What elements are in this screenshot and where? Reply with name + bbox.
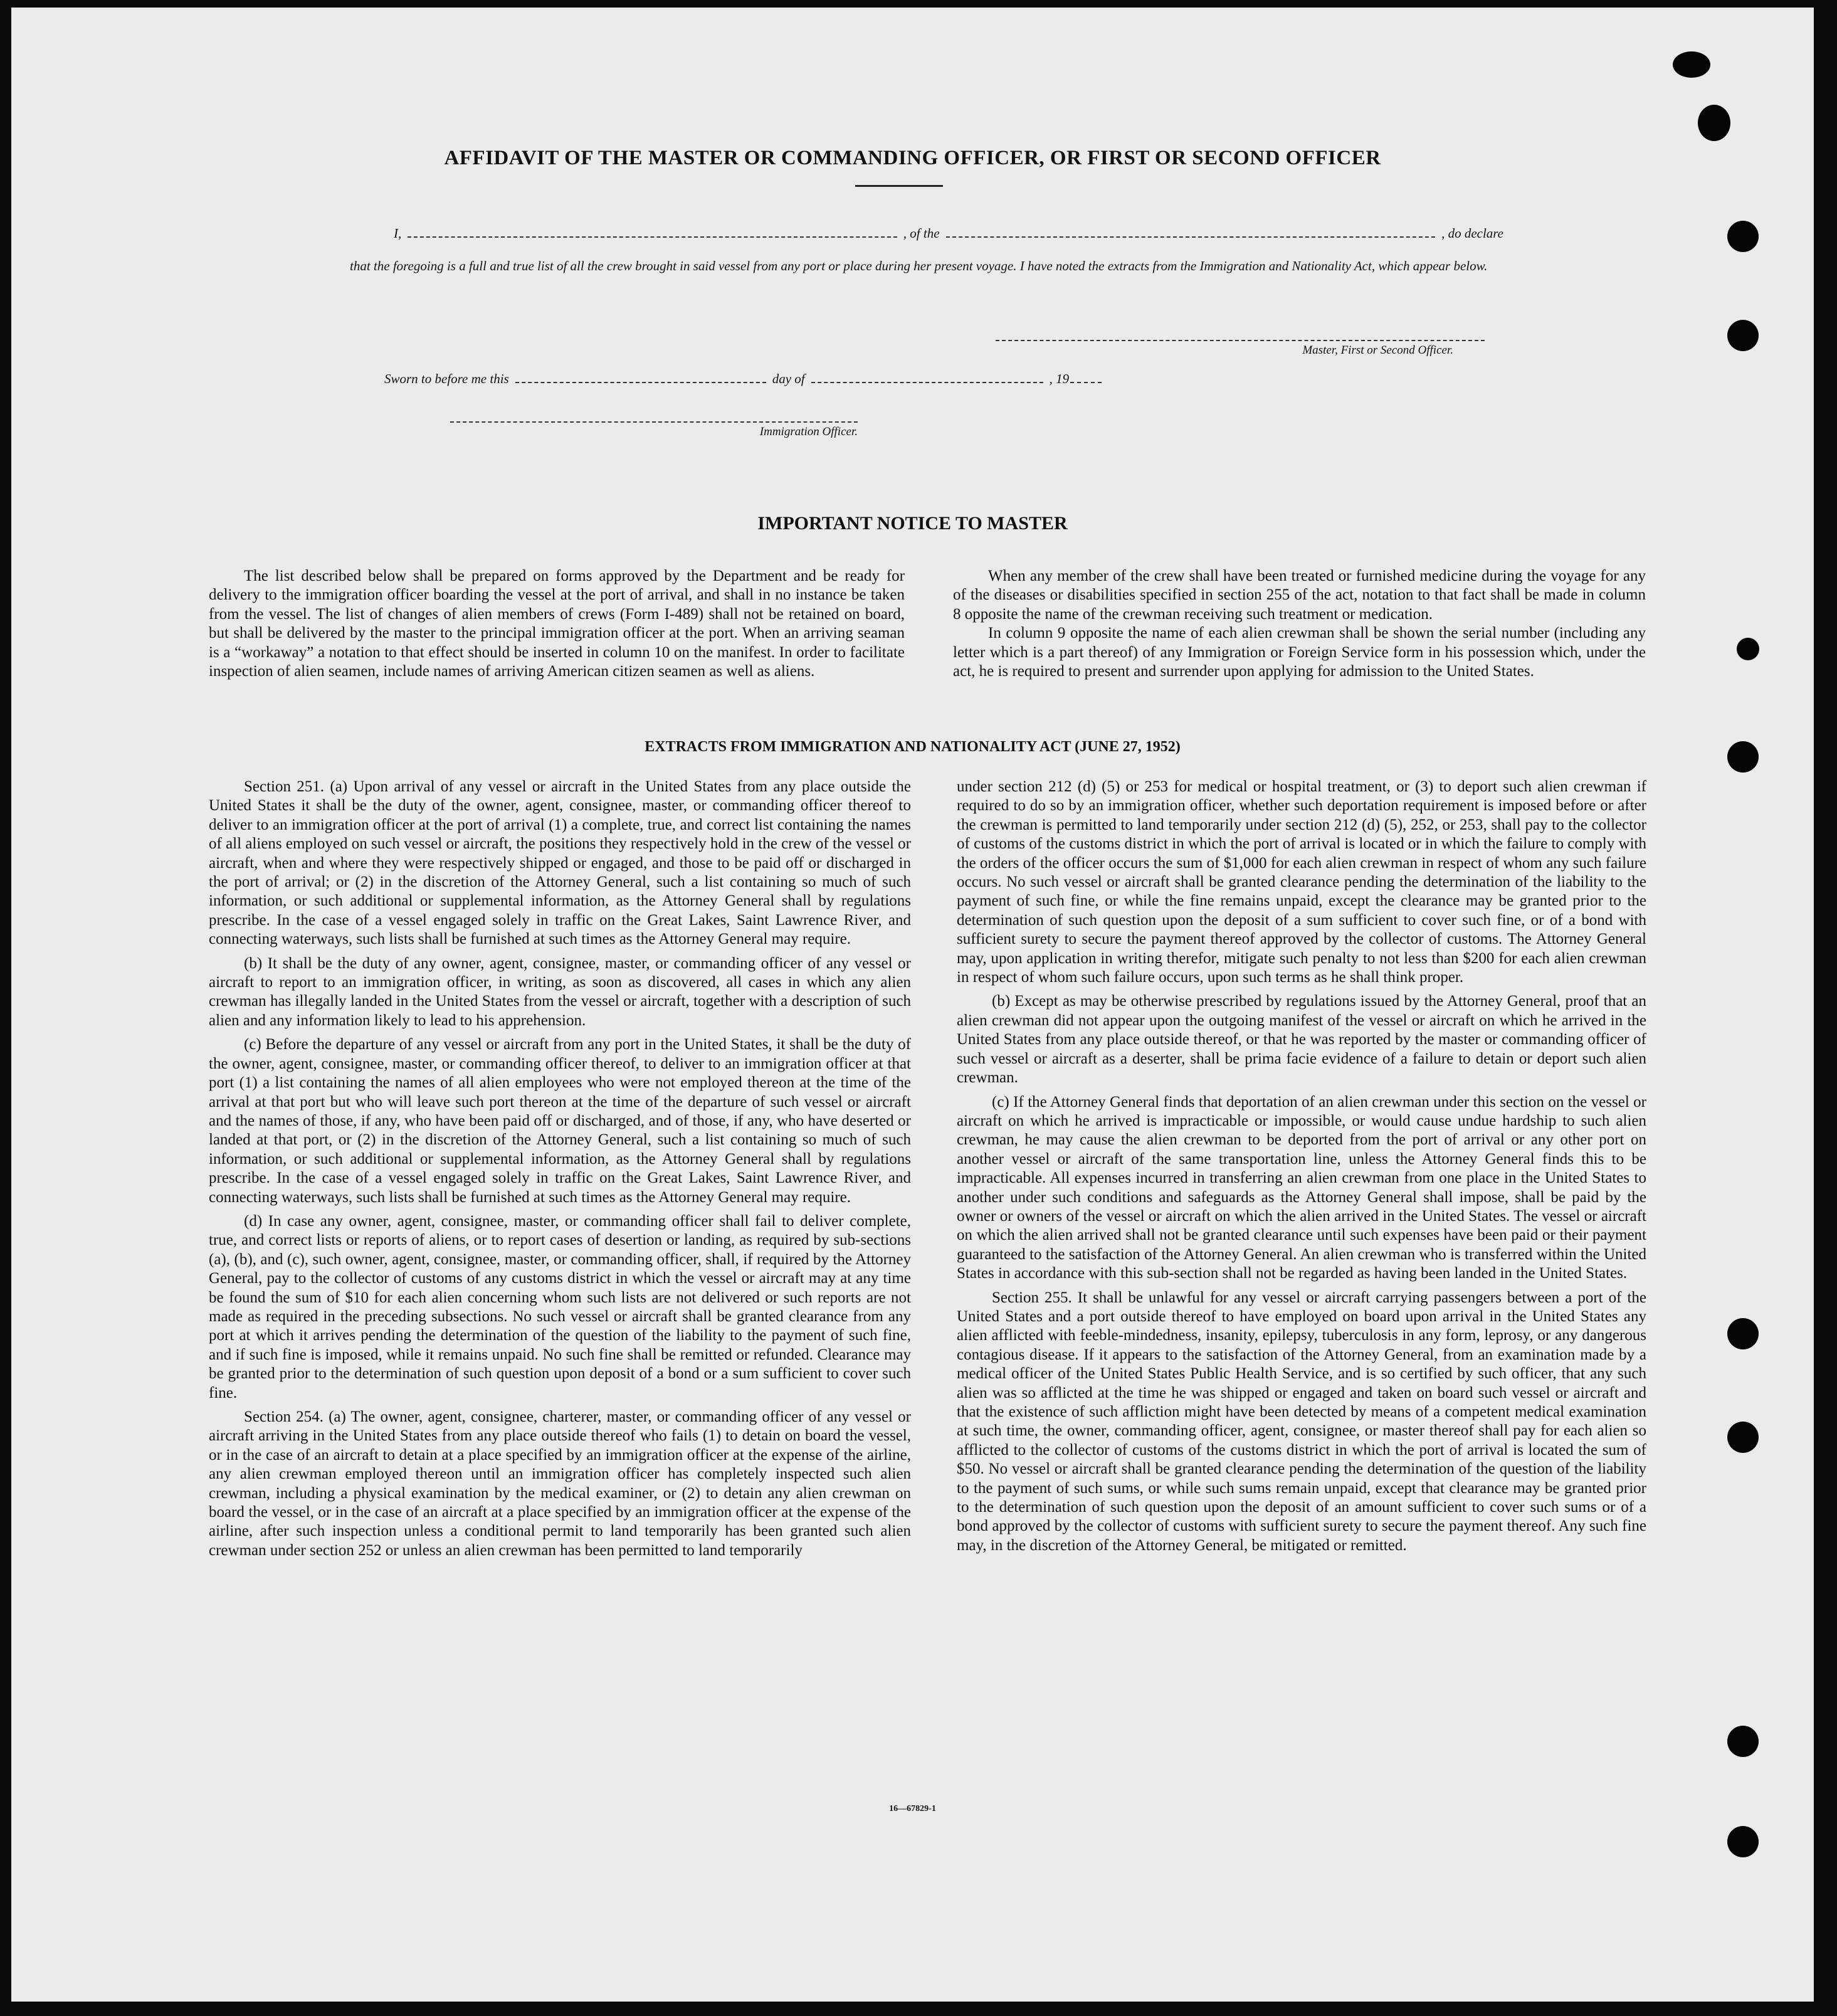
sworn-month-blank[interactable] xyxy=(811,382,1043,383)
binder-hole xyxy=(1673,51,1710,78)
title-rule xyxy=(855,185,943,187)
declaration-block xyxy=(350,226,1503,280)
binder-hole xyxy=(1727,1826,1759,1857)
form-number: 16—67829-1 xyxy=(889,1804,936,1813)
i-label: I, xyxy=(394,226,402,241)
extracts-right-column xyxy=(957,778,1646,1560)
notice-left-column xyxy=(209,567,905,686)
section-254a-continued: under section 212 (d) (5) or 253 for medical or hospital treatment, or (3) to deport such alien crewman if required to do so by an immigration officer, whether such deportation requirement is imposed before or after the crewman is permitted to land temporarily under section 212 (d) (5), 252, or 253, shall pay to the collector of customs of the customs district in which the port of arrival is located or in which the failure to comply with the orders of the officer occurs the sum of $1,000 for each alien crewman in respect of whom any such failure occurs. No such vessel or aircraft shall be granted clearance pending the determination of the liability to the payment of such fine, or while the fine remains unpaid, except the clearance may be granted prior to the determination of such question upon the deposit of a sum sufficient to cover such fine, or of a bond with sufficient surety to secure the payment thereof approved by the collector of customs. The Attorney General may, upon application in writing therefor, mitigate such penalty to not less than $200 for each alien crewman in respect of whom such failure occurs, upon such terms as he shall think proper. xyxy=(957,778,1646,986)
section-251c: (c) Before the departure of any vessel or aircraft from any port in the United States, it shall be the duty of the owner, agent, consignee, master, or commanding officer thereof, to deliver to an immigration officer at that port (1) a list containing the names of all alien employees who were not employed thereon at the time of the arrival at that port but who will leave such port thereon at the time of the departure of such vessel or aircraft and the names of those, if any, who have been paid off or discharged, and of those, if any, who have deserted or landed at that port, or (2) in the discretion of the Attorney General, such a list containing so much of such information, or such additional or supplemental information, as the Attorney General shall by regulations prescribe. In the case of a vessel engaged solely in traffic on the Great Lakes, Saint Lawrence River, and connecting waterways, such lists shall be furnished at such times as the Attorney General may require. xyxy=(209,1036,911,1206)
officer-signature xyxy=(450,409,858,439)
master-signature xyxy=(996,327,1485,357)
name-blank[interactable] xyxy=(408,236,897,238)
officer-signature-label: Immigration Officer. xyxy=(759,425,858,438)
binder-hole xyxy=(1727,1422,1759,1453)
section-251a: Section 251. (a) Upon arrival of any vessel or aircraft in the United States from any place outside the United States it shall be the duty of the owner, agent, consignee, master, or commanding officer thereof to deliver to an immigration officer at the port of arrival (1) a complete, true, and correct list containing the names of all aliens employed on such vessel or aircraft, the positions they respectively hold in the crew of the vessel or aircraft, when and where they were respectively shipped or engaged, and those to be paid off or discharged in the port of arrival; or (2) in the discretion of the Attorney General, such a list containing so much of such information, or such additional or supplemental information, as the Attorney General shall by regulations prescribe. In the case of a vessel engaged solely in traffic on the Great Lakes, Saint Lawrence River, and connecting waterways, such lists shall be furnished at such times as the Attorney General may require. xyxy=(209,778,911,948)
year-label: , 19 xyxy=(1049,371,1070,386)
master-signature-line[interactable] xyxy=(996,327,1485,341)
binder-hole xyxy=(1727,221,1759,252)
declaration-text: that the foregoing is a full and true list of all the crew brought in said vessel from any port or place during her present voyage. I have noted the extracts from the Immigration and Nationality Act, which appear below. xyxy=(350,258,1488,273)
sworn-year-blank[interactable] xyxy=(1070,382,1102,383)
master-signature-label: Master, First or Second Officer. xyxy=(1302,344,1453,357)
binder-hole xyxy=(1727,1318,1759,1349)
binder-hole xyxy=(1737,638,1759,660)
notice-heading: IMPORTANT NOTICE TO MASTER xyxy=(757,513,1068,534)
document-page xyxy=(11,8,1814,2002)
officer-signature-line[interactable] xyxy=(450,409,858,423)
notice-paragraph: When any member of the crew shall have been treated or furnished medicine during the voyage for any of the diseases or disabilities specified in section 255 of the act, notation to that fact shall be made in column 8 opposite the name of the crewman receiving such treatment or medication. xyxy=(953,567,1646,623)
section-251d: (d) In case any owner, agent, consignee, master, or commanding officer shall fail to deliver complete, true, and correct lists or reports of aliens, or to report cases of desertion or landing, as required by sub-sections (a), (b), and (c), such owner, agent, consignee, master, or commanding officer, shall, if required by the Attorney General, pay to the collector of customs of any customs district in which the vessel or aircraft may at any time be found the sum of $10 for each alien concerning whom such lists are not delivered or such reports are not made as required in the preceding subsections. No such vessel or aircraft shall be granted clearance from any port at which it arrives pending the determination of the question of the liability to the payment of such fine, and if such fine is imposed, while it remains unpaid. No such fine shall be remitted or refunded. Clearance may be granted prior to the determination of such question upon deposit of a bond or a sum sufficient to cover such fine. xyxy=(209,1212,911,1401)
section-254a: Section 254. (a) The owner, agent, consignee, charterer, master, or commanding officer of any vessel or aircraft arriving in the United States from any place outside thereof who fails (1) to detain on board the vessel, or in the case of an aircraft to detain at a place specified by an immigration officer at the expense of the airline, any alien crewman employed thereon until an immigration officer has completely inspected such alien crewman, including a physical examination by the medical examiner, or (2) to detain any alien crewman on board the vessel, or in the case of an aircraft at a place specified by an immigration officer at the expense of the airline, after such inspection unless a conditional permit to land temporarily has been granted such alien crewman under section 252 or unless an alien crewman has been permitted to land temporarily xyxy=(209,1408,911,1559)
notice-paragraph: In column 9 opposite the name of each alien crewman shall be shown the serial number (including any letter which is a part thereof) of any Immigration or Foreign Service form in his possession which, under the act, he is required to present and surrender upon applying for admission to the United States. xyxy=(953,625,1646,680)
do-declare-label: , do declare xyxy=(1441,226,1504,241)
notice-right-column xyxy=(953,567,1646,686)
sworn-block xyxy=(384,371,1199,387)
binder-hole xyxy=(1727,320,1759,351)
extracts-left-column xyxy=(209,778,911,1565)
section-254b: (b) Except as may be otherwise prescribed by regulations issued by the Attorney General, proof that an alien crewman did not appear upon the outgoing manifest of the vessel or aircraft on which he arrived in the United States from any place outside thereof, or that he was reported by the master or commanding officer of such vessel or aircraft as a deserter, shall be prima facie evidence of a failure to detain or deport such alien crewman. xyxy=(957,993,1646,1087)
of-the-label: , of the xyxy=(903,226,940,241)
affidavit-title: AFFIDAVIT OF THE MASTER OR COMMANDING OFFICER, OR FIRST OR SECOND OFFICER xyxy=(444,147,1381,169)
section-251b: (b) It shall be the duty of any owner, agent, consignee, master, or commanding officer of any vessel or aircraft to report to an immigration officer, in writing, as soon as discovered, all cases in which any alien crewman has illegally landed in the United States from the vessel or aircraft, together with a description of such alien and any information likely to lead to his apprehension. xyxy=(209,954,911,1029)
binder-hole xyxy=(1727,1726,1759,1757)
vessel-blank[interactable] xyxy=(946,236,1436,238)
section-254c: (c) If the Attorney General finds that deportation of an alien crewman under this section on the vessel or aircraft on which he arrived is impracticable or impossible, or would cause undue hardship to such alien crewman, he may cause the alien crewman to be deported from the port of arrival or any other port on another vessel or aircraft of the same transportation line, unless the Attorney General finds this to be impracticable. All expenses incurred in transferring an alien crewman from one place in the United States to another under such conditions and safeguards as the Attorney General shall impose, shall be paid by the owner or owners of the vessel or aircraft on which the alien arrived in the United States. The vessel or aircraft on which the alien arrived shall not be granted clearance until such expenses have been paid or their payment guaranteed to the satisfaction of the Attorney General. An alien crewman who is transferred within the United States in accordance with this sub-section shall not be regarded as having been landed in the United States. xyxy=(957,1093,1646,1282)
sworn-day-blank[interactable] xyxy=(515,382,766,383)
section-255: Section 255. It shall be unlawful for any vessel or aircraft carrying passengers between a port of the United States and a port outside thereof to have employed on board upon arrival in the United States any alien afflicted with feeble-mindedness, insanity, epilepsy, tuberculosis in any form, leprosy, or any dangerous contagious disease. If it appears to the satisfaction of the Attorney General, from an examination made by a medical officer of the United States Public Health Service, and is so certified by such officer, that any such alien was so afflicted at the time he was shipped or engaged and taken on board such vessel or aircraft and that the existence of such affliction might have been detected by means of a competent medical examination at such time, the owner, commanding officer, agent, consignee, or master thereof shall pay for each alien so afflicted to the collector of customs of the customs district in which the port of arrival is located the sum of $50. No vessel or aircraft shall be granted clearance pending the determination of the question of the liability to the payment of such sums, or while such sums remain unpaid, except that clearance may be granted prior to the determination of such question upon the deposit of an amount sufficient to cover such sums or of a bond approved by the collector of customs with sufficient surety to secure the payment thereof. Any such fine may, in the discretion of the Attorney General, be mitigated or remitted. xyxy=(957,1289,1646,1554)
notice-paragraph: The list described below shall be prepared on forms approved by the Department and be ready for delivery to the immigration officer boarding the vessel at the port of arrival, and shall in no instance be taken from the vessel. The list of changes of alien members of crews (Form I-489) shall not be retained on board, but shall be delivered by the master to the principal immigration officer at the port. When an arriving seaman is a “workaway” a notation to that effect should be inserted in column 10 on the manifest. In order to facilitate inspection of alien seamen, include names of arriving American citizen seamen as well as aliens. xyxy=(209,567,905,680)
sworn-label: Sworn to before me this xyxy=(384,371,509,386)
extracts-heading: EXTRACTS FROM IMMIGRATION AND NATIONALITY ACT (JUNE 27, 1952) xyxy=(645,739,1181,755)
day-of-label: day of xyxy=(772,371,805,386)
binder-hole xyxy=(1698,105,1730,141)
